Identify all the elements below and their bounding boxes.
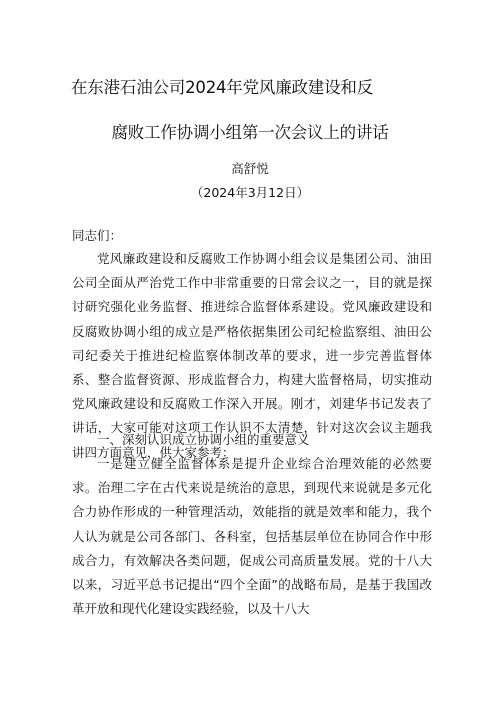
paragraph-1: 党风廉政建设和反腐败工作协调小组会议是集团公司、油田公司全面从严治党工作中非常重要的日常会议之一，目的就是探讨研究强化业务监督、推进综合监督体系建设。党风廉政建设和反腐败协调小组的成立是严格依据集团公司纪检监察组、油田公司纪委关于推进纪检监察体制改革的要求，进一步完善监督体系、整合监督资源、形成监督合力，构建大监督格局，切实推动党风廉政建设和反腐败工作深入开展。刚才，刘建华书记发表了讲话，大家可能对这项工作认识不太清楚，针对这次会议主题我讲四方面意见，供大家参考：	[72, 251, 432, 460]
greeting: 同志们：	[72, 228, 123, 243]
speech-date: （2024年3月12日）	[190, 185, 310, 200]
author-name: 高舒悦	[231, 161, 269, 176]
paragraph-2: 一是建立健全监督体系是提升企业综合治理效能的必然要求。治理二字在古代来说是统治的意思，到现代来说就是多元化合力协作形成的一种管理活动，效能指的就是效率和能力，我个人认为就是公司各部门、各科室，包括基层单位在协同合作中形成合力，有效解决各类问题，促成公司高质量发展。党的十八大以来，习近平总书记提出“四个全面”的战略布局，是基于我国改革开放和现代化建设实践经验，以及十八大	[72, 456, 432, 617]
section-heading-1: 一、深刻认识成立协调小组的重要意义	[97, 432, 310, 447]
title-line-2: 腐败工作协调小组第一次会议上的讲话	[111, 123, 389, 142]
title-line-1: 在东港石油公司2024年党风廉政建设和反	[71, 78, 373, 97]
